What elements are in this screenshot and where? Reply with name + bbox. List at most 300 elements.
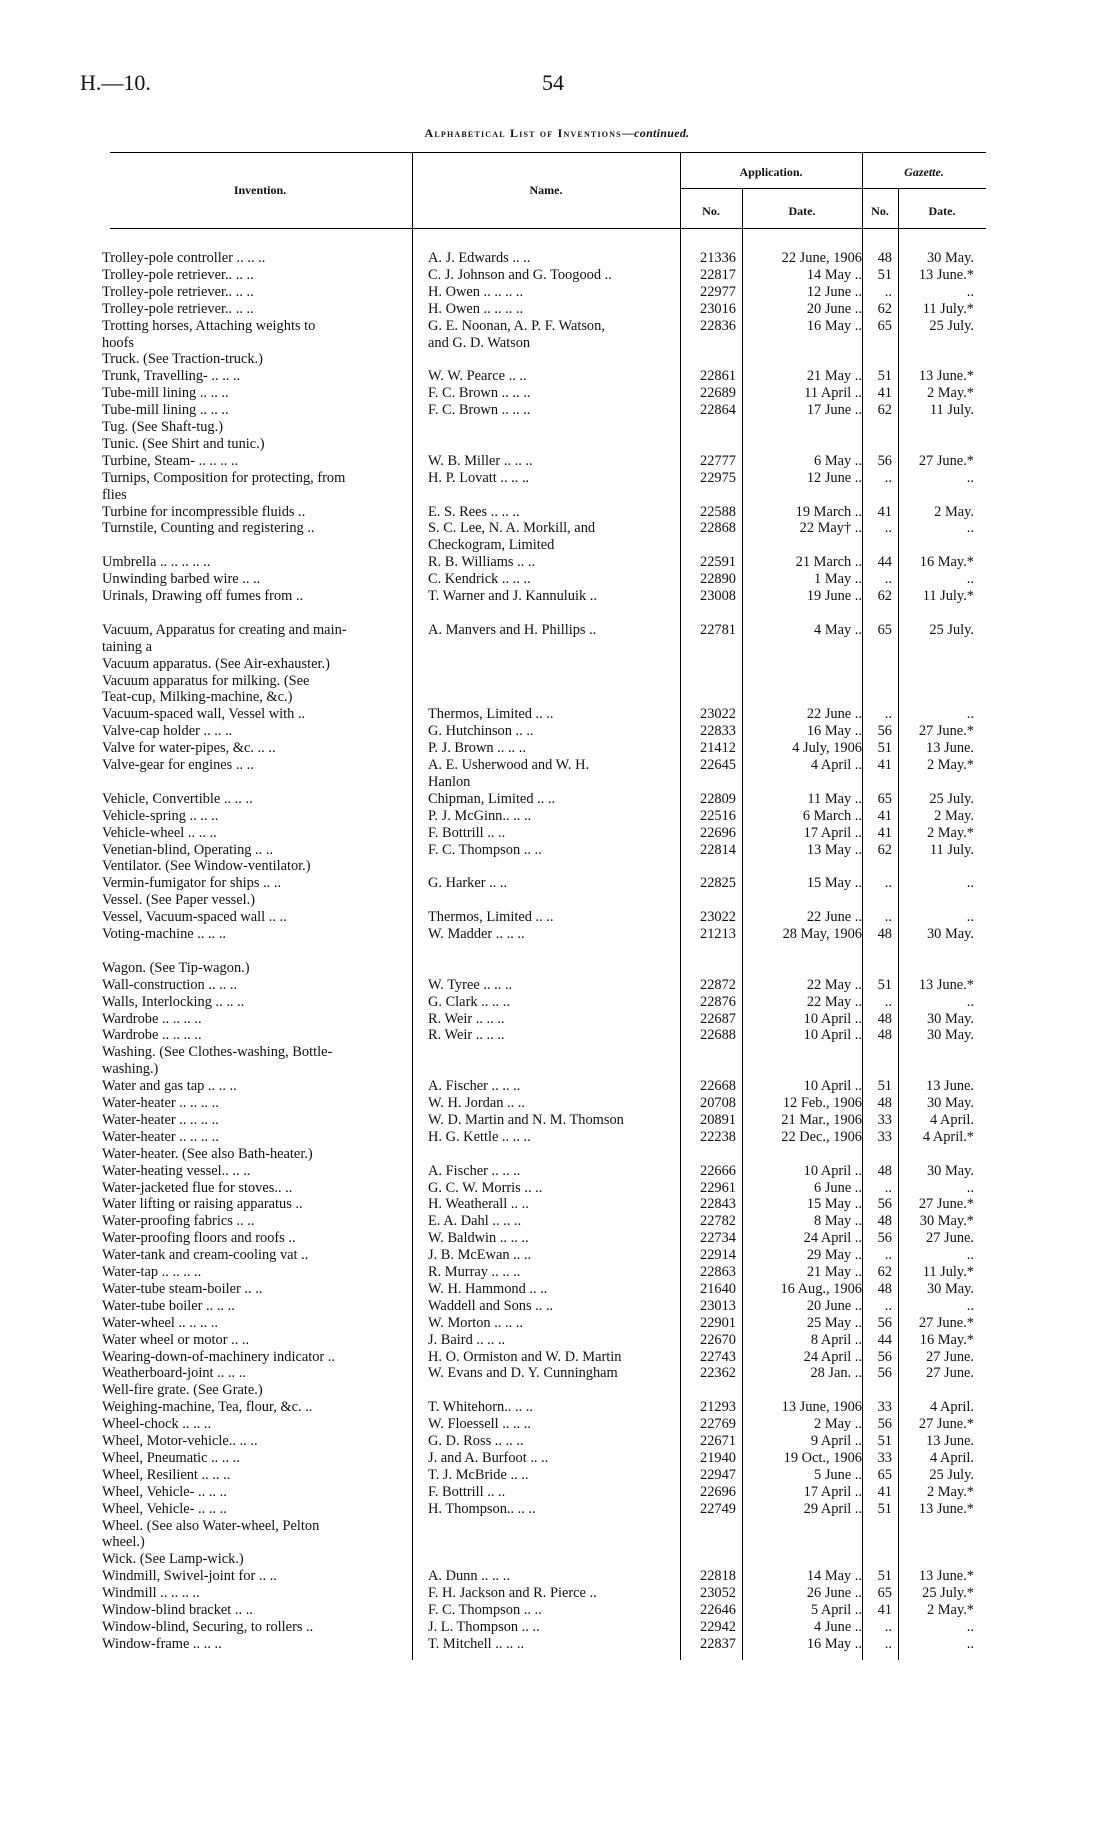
invention-cell: Trolley-pole retriever.. .. ..	[102, 283, 254, 300]
gazette-number-cell: 41	[877, 824, 892, 841]
gazette-date-cell: ..	[966, 993, 974, 1010]
name-cell: H. Owen .. .. .. ..	[428, 300, 524, 317]
table-row	[0, 774, 1114, 791]
name-cell: Chipman, Limited .. ..	[428, 790, 556, 807]
gazette-date-cell: ..	[966, 1618, 974, 1635]
table-row	[0, 977, 1114, 994]
gazette-number-cell: 62	[877, 588, 892, 604]
application-date-cell: 13 June, 1906	[781, 1399, 862, 1416]
gazette-number-cell: 48	[877, 926, 892, 942]
name-cell: G. D. Ross .. .. ..	[428, 1433, 524, 1449]
gazette-number-cell: ..	[884, 520, 892, 537]
application-date-cell: 20 June ..	[806, 1297, 862, 1314]
gazette-number-cell: ..	[884, 571, 892, 588]
invention-cell: Water-heater .. .. .. ..	[102, 1111, 219, 1128]
gazette-number-cell: 56	[877, 452, 892, 469]
gazette-number-cell: 65	[877, 621, 892, 638]
gazette-date-cell: 30 May.	[926, 1027, 974, 1044]
name-cell: H. P. Lovatt .. .. ..	[428, 469, 530, 486]
gazette-date-cell: ..	[966, 909, 974, 926]
invention-cell: Vacuum apparatus for milking. (See	[102, 672, 310, 689]
invention-cell: Window-frame .. .. ..	[102, 1635, 222, 1652]
name-cell: W. Evans and D. Y. Cunningham	[428, 1365, 618, 1382]
name-cell: A. Dunn .. .. ..	[428, 1568, 510, 1585]
invention-cell: Water-tank and cream-cooling vat ..	[102, 1247, 309, 1264]
application-number-cell: 22901	[700, 1314, 736, 1331]
application-date-cell: 17 June ..	[806, 402, 862, 419]
table-row	[0, 1399, 1114, 1416]
invention-cell: Valve-cap holder .. .. ..	[102, 723, 233, 740]
application-date-cell: 17 April ..	[803, 1483, 862, 1500]
gazette-date-cell: 30 May.	[926, 926, 974, 942]
name-cell: P. J. McGinn.. .. ..	[428, 807, 532, 824]
application-date-cell: 22 June ..	[806, 909, 862, 926]
application-number-cell: 23022	[700, 909, 736, 926]
application-date-cell: 28 May, 1906	[782, 926, 862, 942]
name-cell: G. C. W. Morris .. ..	[428, 1179, 543, 1196]
application-date-cell: 4 April ..	[810, 757, 862, 773]
table-row	[0, 943, 1114, 960]
application-number-cell: 23022	[700, 706, 736, 723]
name-cell: A. J. Edwards .. ..	[428, 250, 531, 266]
table-row	[0, 1467, 1114, 1484]
table-row	[0, 504, 1114, 521]
application-number-cell: 21412	[700, 740, 736, 757]
application-number-cell: 22864	[700, 402, 736, 419]
application-number-cell: 22769	[700, 1416, 736, 1433]
table-row	[0, 926, 1114, 943]
application-number-cell: 22876	[700, 993, 736, 1010]
invention-cell: Umbrella .. .. .. .. ..	[102, 554, 211, 571]
invention-cell: Wardrobe .. .. .. ..	[102, 1010, 202, 1027]
gazette-number-cell: 56	[877, 1230, 892, 1247]
gazette-date-cell: 13 June.*	[918, 266, 974, 283]
gazette-date-cell: 4 April.	[930, 1399, 974, 1416]
application-date-cell: 13 May ..	[806, 841, 862, 858]
gazette-number-cell: 56	[877, 1196, 892, 1213]
gazette-number-cell: 62	[877, 1264, 892, 1280]
gazette-number-cell: 51	[877, 976, 892, 993]
gazette-number-cell: ..	[884, 993, 892, 1010]
table-row	[0, 1484, 1114, 1501]
table-row	[0, 1501, 1114, 1518]
name-cell: W. Morton .. .. ..	[428, 1314, 524, 1331]
invention-cell: Wearing-down-of-machinery indicator ..	[102, 1348, 335, 1365]
gazette-date-cell: 11 July.*	[922, 588, 974, 604]
application-date-cell: 14 May ..	[806, 1568, 862, 1585]
invention-cell: Tube-mill lining .. .. ..	[102, 385, 229, 402]
gazette-number-cell: 51	[877, 740, 892, 757]
table-row	[0, 858, 1114, 875]
name-cell: R. B. Williams .. ..	[428, 554, 536, 571]
application-date-cell: 24 April ..	[803, 1230, 862, 1247]
invention-cell: Water-tap .. .. .. ..	[102, 1264, 202, 1280]
application-date-cell: 5 June ..	[814, 1466, 862, 1483]
table-row	[0, 1129, 1114, 1146]
table-row	[0, 318, 1114, 335]
header-name: Name.	[529, 183, 563, 197]
name-cell: Thermos, Limited .. ..	[428, 706, 554, 723]
table-row	[0, 1146, 1114, 1163]
name-cell: W. Baldwin .. .. ..	[428, 1230, 529, 1247]
application-number-cell: 22809	[700, 790, 736, 807]
gazette-number-cell: ..	[884, 909, 892, 926]
invention-cell: Wheel-chock .. .. ..	[102, 1416, 212, 1433]
gazette-date-cell: 25 July.*	[922, 1585, 974, 1602]
application-date-cell: 6 June ..	[814, 1179, 862, 1196]
invention-cell: Wardrobe .. .. .. ..	[102, 1027, 202, 1044]
application-number-cell: 20708	[700, 1095, 736, 1111]
table-row	[0, 1534, 1114, 1551]
table-row	[0, 368, 1114, 385]
invention-cell: Vehicle-spring .. .. ..	[102, 807, 219, 824]
invention-cell: Tunic. (See Shirt and tunic.)	[102, 435, 265, 452]
gazette-number-cell: 41	[877, 1602, 892, 1618]
application-date-cell: 19 March ..	[795, 503, 862, 520]
invention-cell: Vessel. (See Paper vessel.)	[102, 892, 256, 909]
invention-cell: Truck. (See Traction-truck.)	[102, 351, 263, 368]
name-cell: G. E. Noonan, A. P. F. Watson,	[428, 317, 605, 334]
name-cell: R. Weir .. .. ..	[428, 1027, 505, 1044]
table-row	[0, 960, 1114, 977]
name-cell: F. Bottrill .. ..	[428, 1483, 506, 1500]
invention-cell: Vehicle-wheel .. .. ..	[102, 824, 217, 841]
name-cell: Waddell and Sons .. ..	[428, 1297, 554, 1314]
invention-cell: Teat-cup, Milking-machine, &c.)	[102, 689, 293, 706]
gazette-number-cell: 51	[877, 1433, 892, 1449]
table-row	[0, 1264, 1114, 1281]
name-cell: T. Whitehorn.. .. ..	[428, 1399, 533, 1416]
invention-cell: Voting-machine .. .. ..	[102, 926, 227, 942]
gazette-number-cell: 48	[877, 1280, 892, 1297]
gazette-date-cell: 4 April.	[930, 1449, 974, 1466]
invention-cell: Weighing-machine, Tea, flour, &c. ..	[102, 1399, 313, 1416]
gazette-date-cell: 16 May.*	[919, 1331, 974, 1348]
application-number-cell: 22671	[700, 1433, 736, 1449]
table-row	[0, 284, 1114, 301]
gazette-number-cell: 56	[877, 1416, 892, 1433]
table-row	[0, 842, 1114, 859]
gazette-date-cell: 2 May.*	[926, 824, 974, 841]
application-number-cell: 21293	[700, 1399, 736, 1416]
gazette-number-cell: 41	[877, 503, 892, 520]
gazette-date-cell: 2 May.*	[926, 1602, 974, 1618]
gazette-date-cell: 27 June.	[926, 1230, 974, 1247]
gazette-date-cell: 27 June.	[926, 1365, 974, 1382]
table-row	[0, 673, 1114, 690]
application-number-cell: 22863	[700, 1264, 736, 1280]
table-row	[0, 605, 1114, 622]
table-row	[0, 689, 1114, 706]
gazette-number-cell: 33	[877, 1449, 892, 1466]
application-number-cell: 22942	[700, 1618, 736, 1635]
gazette-number-cell: 48	[877, 250, 892, 266]
invention-cell: Vessel, Vacuum-spaced wall .. ..	[102, 909, 287, 926]
gazette-date-cell: 27 June.*	[918, 1196, 974, 1213]
gazette-date-cell: ..	[966, 283, 974, 300]
gazette-number-cell: 41	[877, 807, 892, 824]
table-row	[0, 1332, 1114, 1349]
application-number-cell: 22646	[700, 1602, 736, 1618]
invention-cell: Vermin-fumigator for ships .. ..	[102, 875, 282, 892]
gazette-number-cell: 48	[877, 1213, 892, 1230]
table-row	[0, 1349, 1114, 1366]
table-row	[0, 1027, 1114, 1044]
application-date-cell: 2 May ..	[814, 1416, 862, 1433]
gazette-date-cell: 25 July.	[929, 1466, 974, 1483]
table-row	[0, 588, 1114, 605]
table-row	[0, 1247, 1114, 1264]
gazette-date-cell: 11 July.*	[922, 300, 974, 317]
application-number-cell: 22843	[700, 1196, 736, 1213]
application-date-cell: 20 June ..	[806, 300, 862, 317]
header-bottom-rule	[110, 228, 986, 229]
invention-cell: Water-proofing fabrics .. ..	[102, 1213, 255, 1230]
name-cell: S. C. Lee, N. A. Morkill, and	[428, 520, 596, 537]
table-row	[0, 808, 1114, 825]
invention-cell: Windmill, Swivel-joint for .. ..	[102, 1568, 277, 1585]
gazette-date-cell: ..	[966, 1247, 974, 1264]
invention-cell: Water-wheel .. .. .. ..	[102, 1314, 219, 1331]
application-date-cell: 26 June ..	[806, 1585, 862, 1602]
table-row	[0, 335, 1114, 352]
invention-cell: Well-fire grate. (See Grate.)	[102, 1382, 263, 1399]
table-row	[0, 1163, 1114, 1180]
table-row	[0, 1382, 1114, 1399]
name-cell: R. Weir .. .. ..	[428, 1010, 505, 1027]
table-row	[0, 419, 1114, 436]
table-row	[0, 470, 1114, 487]
page-section-code: H.—10.	[80, 70, 151, 95]
application-number-cell: 22749	[700, 1500, 736, 1517]
gazette-date-cell: 27 June.*	[918, 1416, 974, 1433]
application-date-cell: 12 Feb., 1906	[782, 1095, 862, 1111]
invention-cell: Washing. (See Clothes-washing, Bottle-	[102, 1044, 333, 1061]
application-number-cell: 21940	[700, 1449, 736, 1466]
invention-cell: Weatherboard-joint .. .. ..	[102, 1365, 246, 1382]
application-date-cell: 16 Aug., 1906	[780, 1280, 862, 1297]
table-row	[0, 250, 1114, 267]
name-cell: and G. D. Watson	[428, 334, 531, 351]
table-row	[0, 892, 1114, 909]
page-title: Alphabetical List of Inventions—continued.	[424, 126, 690, 140]
name-cell: T. J. McBride .. ..	[428, 1466, 529, 1483]
name-cell: G. Clark .. .. ..	[428, 993, 510, 1010]
name-cell: A. E. Usherwood and W. H.	[428, 757, 590, 773]
table-row	[0, 385, 1114, 402]
table-row	[0, 436, 1114, 453]
gazette-number-cell: 62	[877, 402, 892, 419]
invention-cell: wheel.)	[102, 1534, 145, 1551]
application-date-cell: 21 March ..	[795, 554, 862, 571]
application-date-cell: 6 May ..	[814, 452, 862, 469]
gazette-date-cell: 11 July.	[929, 841, 974, 858]
application-date-cell: 15 May ..	[806, 875, 862, 892]
gazette-number-cell: 33	[877, 1111, 892, 1128]
table-row	[0, 1365, 1114, 1382]
gazette-number-cell: ..	[884, 1635, 892, 1652]
table-row	[0, 1112, 1114, 1129]
gazette-number-cell: 65	[877, 790, 892, 807]
application-number-cell: 22833	[700, 723, 736, 740]
name-cell: H. G. Kettle .. .. ..	[428, 1128, 531, 1145]
name-cell: F. Bottrill .. ..	[428, 824, 506, 841]
name-cell: W. B. Miller .. .. ..	[428, 452, 533, 469]
gazette-date-cell: 30 May.*	[919, 1213, 974, 1230]
application-date-cell: 22 May† ..	[799, 520, 862, 537]
table-row	[0, 1230, 1114, 1247]
application-date-cell: 15 May ..	[806, 1196, 862, 1213]
invention-cell: Ventilator. (See Window-ventilator.)	[102, 858, 311, 875]
application-number-cell: 22591	[700, 554, 736, 571]
invention-cell: Turbine for incompressible fluids ..	[102, 503, 306, 520]
application-number-cell: 22914	[700, 1247, 736, 1264]
application-number-cell: 22825	[700, 875, 736, 892]
table-row	[0, 723, 1114, 740]
table-row	[0, 622, 1114, 639]
application-number-cell: 22588	[700, 503, 736, 520]
invention-cell: Vehicle, Convertible .. .. ..	[102, 790, 253, 807]
header-invention: Invention.	[233, 183, 287, 197]
table-row	[0, 571, 1114, 588]
table-row	[0, 1585, 1114, 1602]
table-row	[0, 537, 1114, 554]
invention-cell: Water-heater .. .. .. ..	[102, 1128, 219, 1145]
gazette-number-cell: 65	[877, 317, 892, 334]
header-gazette-no: No.	[871, 204, 889, 218]
application-number-cell: 22977	[700, 283, 736, 300]
name-cell: J. Baird .. .. ..	[428, 1331, 506, 1348]
application-number-cell: 23052	[700, 1585, 736, 1602]
gazette-date-cell: ..	[966, 1179, 974, 1196]
table-row	[0, 740, 1114, 757]
name-cell: J. and A. Burfoot .. ..	[428, 1449, 549, 1466]
application-date-cell: 19 June ..	[806, 588, 862, 604]
table-row	[0, 1602, 1114, 1619]
gazette-date-cell: 27 June.	[926, 1348, 974, 1365]
invention-cell: Wheel. (See also Water-wheel, Pelton	[102, 1517, 320, 1534]
invention-cell: Water and gas tap .. .. ..	[102, 1078, 237, 1095]
name-cell: H. Thompson.. .. ..	[428, 1500, 536, 1517]
gazette-number-cell: 62	[877, 300, 892, 317]
invention-cell: Vacuum-spaced wall, Vessel with ..	[102, 706, 306, 723]
gazette-number-cell: 48	[877, 1027, 892, 1044]
application-number-cell: 22238	[700, 1128, 736, 1145]
application-date-cell: 21 May ..	[806, 1264, 862, 1280]
name-cell: F. C. Brown .. .. ..	[428, 385, 531, 402]
invention-cell: Wick. (See Lamp-wick.)	[102, 1551, 244, 1568]
invention-cell: Trolley-pole controller .. .. ..	[102, 250, 266, 266]
table-row	[0, 301, 1114, 318]
name-cell: W. Madder .. .. ..	[428, 926, 525, 942]
application-date-cell: 10 April ..	[803, 1162, 862, 1179]
name-cell: T. Mitchell .. .. ..	[428, 1635, 525, 1652]
gazette-number-cell: ..	[884, 1297, 892, 1314]
table-row	[0, 1061, 1114, 1078]
gazette-number-cell: 62	[877, 841, 892, 858]
invention-cell: Windmill .. .. .. ..	[102, 1585, 200, 1602]
table-row	[0, 351, 1114, 368]
gazette-date-cell: 13 June.*	[918, 1500, 974, 1517]
application-date-cell: 22 June, 1906	[781, 250, 862, 266]
invention-cell: Vacuum apparatus. (See Air-exhauster.)	[102, 655, 330, 672]
header-app-no: No.	[702, 204, 720, 218]
table-row	[0, 487, 1114, 504]
name-cell: Thermos, Limited .. ..	[428, 909, 554, 926]
application-number-cell: 22817	[700, 266, 736, 283]
gazette-date-cell: 2 May.*	[926, 757, 974, 773]
invention-cell: Venetian-blind, Operating .. ..	[102, 841, 274, 858]
gazette-date-cell: ..	[966, 706, 974, 723]
application-number-cell: 22666	[700, 1162, 736, 1179]
gazette-number-cell: 33	[877, 1399, 892, 1416]
header-gazette-date: Date.	[928, 204, 956, 218]
invention-cell: Valve for water-pipes, &c. .. ..	[102, 740, 276, 757]
gazette-date-cell: 27 June.*	[918, 723, 974, 740]
name-cell: H. Owen .. .. .. ..	[428, 283, 524, 300]
name-cell: P. J. Brown .. .. ..	[428, 740, 526, 757]
application-number-cell: 23008	[700, 588, 736, 604]
gazette-date-cell: ..	[966, 571, 974, 588]
application-date-cell: 16 May ..	[806, 317, 862, 334]
table-row	[0, 1315, 1114, 1332]
name-cell: R. Murray .. .. ..	[428, 1264, 521, 1280]
application-number-cell: 22734	[700, 1230, 736, 1247]
invention-cell: Wheel, Motor-vehicle.. .. ..	[102, 1433, 258, 1449]
application-number-cell: 22688	[700, 1027, 736, 1044]
table-row	[0, 1619, 1114, 1636]
gazette-number-cell: ..	[884, 1618, 892, 1635]
application-date-cell: 16 May ..	[806, 723, 862, 740]
application-number-cell: 22961	[700, 1179, 736, 1196]
application-number-cell: 22872	[700, 976, 736, 993]
name-cell: W. H. Jordan .. ..	[428, 1095, 525, 1111]
name-cell: E. S. Rees .. .. ..	[428, 503, 520, 520]
application-number-cell: 22687	[700, 1010, 736, 1027]
gazette-number-cell: 56	[877, 1365, 892, 1382]
gazette-number-cell: 48	[877, 1162, 892, 1179]
gazette-date-cell: 25 July.	[929, 317, 974, 334]
name-cell: W. Floessell .. .. ..	[428, 1416, 532, 1433]
application-date-cell: 11 April ..	[804, 385, 862, 402]
application-number-cell: 22362	[700, 1365, 736, 1382]
name-cell: W. H. Hammond .. ..	[428, 1280, 548, 1297]
application-date-cell: 24 April ..	[803, 1348, 862, 1365]
invention-cell: Water wheel or motor .. ..	[102, 1331, 250, 1348]
application-number-cell: 22868	[700, 520, 736, 537]
name-cell: G. Harker .. ..	[428, 875, 508, 892]
table-row	[0, 1213, 1114, 1230]
table-row	[0, 1450, 1114, 1467]
table-row	[0, 909, 1114, 926]
table-row	[0, 1551, 1114, 1568]
application-number-cell: 21213	[700, 926, 736, 942]
invention-cell: Water lifting or raising apparatus ..	[102, 1196, 303, 1213]
gazette-date-cell: ..	[966, 1635, 974, 1652]
application-number-cell: 23013	[700, 1297, 736, 1314]
table-row	[0, 825, 1114, 842]
invention-cell: Trunk, Travelling- .. .. ..	[102, 368, 241, 385]
application-number-cell: 22668	[700, 1078, 736, 1095]
application-number-cell: 22689	[700, 385, 736, 402]
application-date-cell: 10 April ..	[803, 1010, 862, 1027]
invention-cell: Water-heater .. .. .. ..	[102, 1095, 219, 1111]
gazette-date-cell: 11 July.	[929, 402, 974, 419]
name-cell: W. W. Pearce .. ..	[428, 368, 527, 385]
gazette-number-cell: 44	[877, 1331, 892, 1348]
gazette-date-cell: ..	[966, 520, 974, 537]
application-date-cell: 22 May ..	[806, 976, 862, 993]
